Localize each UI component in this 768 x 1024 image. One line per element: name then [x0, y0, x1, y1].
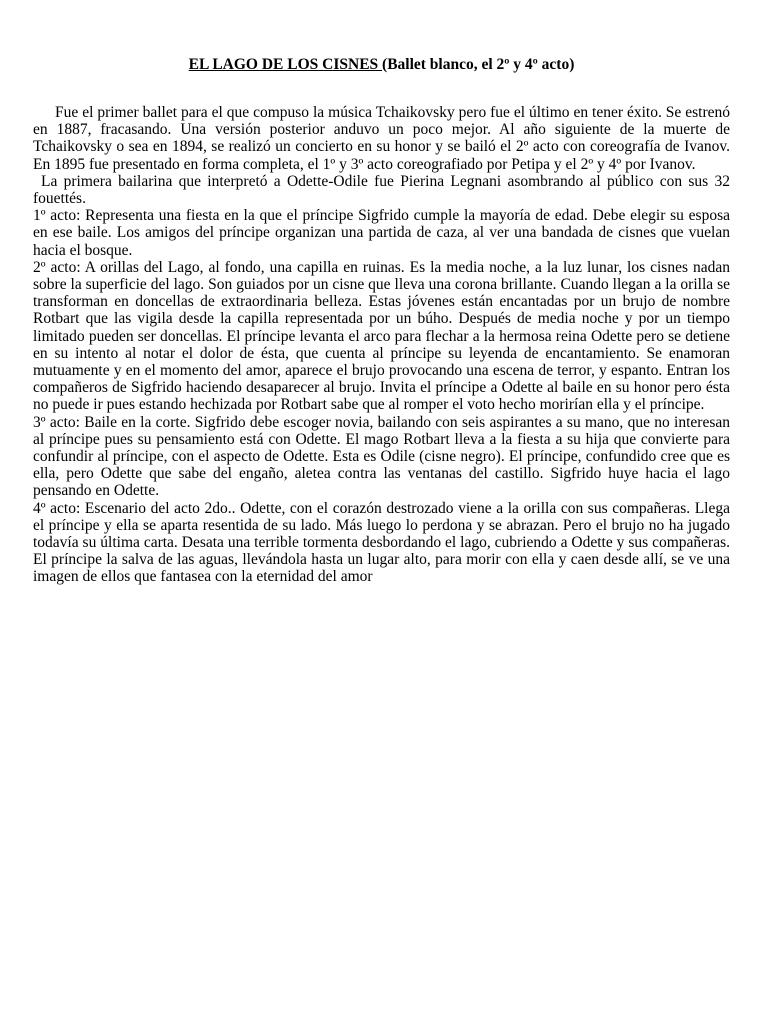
- document-title: [33, 55, 730, 75]
- paragraph-act-3: 3º acto: Baile en la corte. Sigfrido debe escoger novia, bailando con seis aspirantes a su mano, que no interesan al príncipe pues su pensamiento está con Odette. El mago Rotbart lleva a la fiesta a su hija que convierte para confundir al príncipe, con el aspecto de Odette. Esta es Odile (cisne negro). El príncipe, confundido cree que es ella, pero Odette que sabe del engaño, aletea contra las ventanas del castillo. Sigfrido huye hacia el lago pensando en Odette.: [33, 413, 730, 500]
- title-subtitle: (Ballet blanco, el 2º y 4º acto): [382, 56, 575, 73]
- paragraph-act-4: 4º acto: Escenario del acto 2do.. Odette, con el corazón destrozado viene a la orilla con sus compañeras. Llega el príncipe y ella se aparta resentida de su lado. Más luego lo perdona y se abrazan. Pero el brujo no ha jugado todavía su última carta. Desata una terrible tormenta desbordando el lago, cubriendo a Odette y sus compañeras. El príncipe la salva de las aguas, llevándola hasta un lugar alto, para morir con ella y caen desde allí, se ve una imagen de ellos que fantasea con la eternidad del amor: [33, 499, 730, 586]
- title-underlined: EL LAGO DE LOS CISNES: [188, 56, 383, 73]
- paragraph-intro: Fue el primer ballet para el que compuso la música Tchaikovsky pero fue el último en tener éxito. Se estrenó en 1887, fracasando. Una versión posterior anduvo un poco mejor. Al año siguiente de la muerte de Tchaikovsky o sea en 1894, se realizó un concierto en su honor y se bailó el 2º acto con coreografía de Ivanov. En 1895 fue presentado en forma completa, el 1º y 3º acto coreografiado por Petipa y el 2º y 4º por Ivanov.: [33, 104, 730, 173]
- paragraph-premiere: La primera bailarina que interpretó a Odette-Odile fue Pierina Legnani asombrando al público con sus 32 fouettés.: [33, 172, 730, 208]
- document-body: [33, 104, 730, 586]
- document-page: [33, 55, 730, 586]
- paragraph-act-2: 2º acto: A orillas del Lago, al fondo, una capilla en ruinas. Es la media noche, a la luz lunar, los cisnes nadan sobre la superficie del lago. Son guiados por un cisne que lleva una corona brillante. Cuando llegan a la orilla se transforman en doncellas de extraordinaria belleza. Estas jóvenes están encantadas por un brujo de nombre Rotbart que las vigila desde la capilla representada por un búho. Después de media noche y por un tiempo limitado pueden ser doncellas. El príncipe levanta el arco para flechar a la hermosa reina Odette pero se detiene en su intento al notar el dolor de ésta, que cuenta al príncipe su leyenda de encantamiento. Se enamoran mutuamente y en el momento del amor, aparece el brujo provocando una escena de terror, y espanto. Entran los compañeros de Sigfrido haciendo desaparecer al brujo. Invita el príncipe a Odette al baile en su honor pero ésta no puede ir pues estando hechizada por Rotbart sabe que al romper el voto hecho morirían ella y el príncipe.: [33, 258, 730, 414]
- paragraph-act-1: 1º acto: Representa una fiesta en la que el príncipe Sigfrido cumple la mayoría de edad. Debe elegir su esposa en ese baile. Los amigos del príncipe organizan una partida de caza, al ver una bandada de cisnes que vuelan hacia el bosque.: [33, 207, 730, 259]
